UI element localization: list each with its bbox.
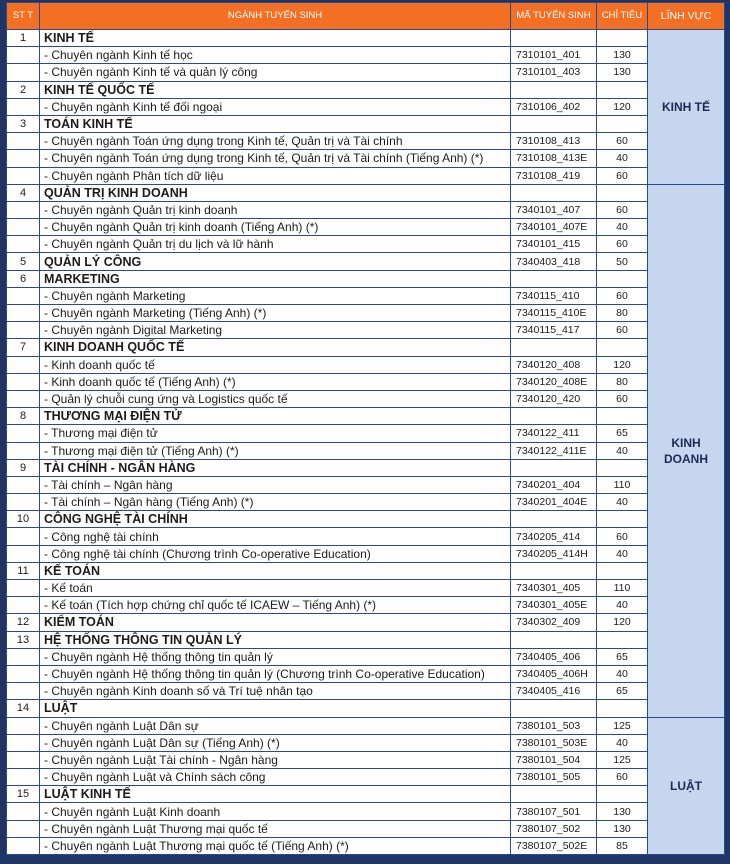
admission-code-cell: 7340405_406H <box>511 665 597 682</box>
stt-cell <box>7 64 40 81</box>
stt-cell <box>7 734 40 751</box>
program-name-cell: - Chuyên ngành Marketing <box>40 287 511 304</box>
major-row <box>7 30 725 47</box>
table-row <box>7 201 725 218</box>
quota-cell: 120 <box>597 614 648 631</box>
stt-cell: 2 <box>7 81 40 98</box>
stt-cell: 1 <box>7 30 40 47</box>
quota-cell: 60 <box>597 322 648 339</box>
quota-cell: 60 <box>597 167 648 184</box>
quota-cell: 40 <box>597 494 648 511</box>
stt-cell <box>7 442 40 459</box>
stt-cell <box>7 476 40 493</box>
table-row <box>7 837 725 854</box>
stt-cell <box>7 683 40 700</box>
quota-cell <box>597 81 648 98</box>
stt-cell <box>7 373 40 390</box>
admission-code-cell <box>511 184 597 201</box>
program-name-cell: - Chuyên ngành Toán ứng dụng trong Kinh tế, Quản trị và Tài chính <box>40 133 511 150</box>
quota-cell: 60 <box>597 287 648 304</box>
program-name-cell: TÀI CHÍNH - NGÂN HÀNG <box>40 459 511 476</box>
stt-cell <box>7 494 40 511</box>
table-row <box>7 476 725 493</box>
quota-cell: 120 <box>597 98 648 115</box>
program-name-cell: HỆ THỐNG THÔNG TIN QUẢN LÝ <box>40 631 511 648</box>
stt-cell: 14 <box>7 700 40 717</box>
admission-code-cell: 7340302_409 <box>511 614 597 631</box>
major-row <box>7 253 725 270</box>
table-row <box>7 442 725 459</box>
table-row <box>7 717 725 734</box>
program-name-cell: - Chuyên ngành Luật và Chính sách công <box>40 769 511 786</box>
quota-cell: 60 <box>597 236 648 253</box>
major-row <box>7 511 725 528</box>
admission-code-cell: 7380107_502 <box>511 820 597 837</box>
table-row <box>7 528 725 545</box>
admission-code-cell: 7310101_401 <box>511 47 597 64</box>
program-name-cell: - Chuyên ngành Kinh tế đối ngoại <box>40 98 511 115</box>
table-row <box>7 133 725 150</box>
program-name-cell: - Chuyên ngành Marketing (Tiếng Anh) (*) <box>40 305 511 322</box>
quota-cell: 80 <box>597 373 648 390</box>
quota-cell: 60 <box>597 390 648 407</box>
admission-code-cell: 7310101_403 <box>511 64 597 81</box>
quota-cell: 40 <box>597 545 648 562</box>
quota-cell: 40 <box>597 597 648 614</box>
program-name-cell: MARKETING <box>40 270 511 287</box>
table-row <box>7 98 725 115</box>
table-row <box>7 150 725 167</box>
table-row <box>7 665 725 682</box>
admission-code-cell: 7340115_410E <box>511 305 597 322</box>
admission-code-cell: 7380107_502E <box>511 837 597 854</box>
admission-code-cell: 7340122_411 <box>511 425 597 442</box>
admission-code-cell <box>511 511 597 528</box>
admission-code-cell: 7340101_415 <box>511 236 597 253</box>
table-row <box>7 64 725 81</box>
stt-cell <box>7 580 40 597</box>
table-body <box>7 30 725 855</box>
program-name-cell: - Chuyên ngành Luật Tài chính - Ngân hàng <box>40 751 511 768</box>
stt-cell <box>7 356 40 373</box>
major-row <box>7 459 725 476</box>
quota-cell: 65 <box>597 425 648 442</box>
major-row <box>7 786 725 803</box>
admission-code-cell <box>511 459 597 476</box>
program-name-cell: - Công nghệ tài chính (Chương trình Co-operative Education) <box>40 545 511 562</box>
program-name-cell: LUẬT <box>40 700 511 717</box>
stt-cell <box>7 150 40 167</box>
table-row <box>7 390 725 407</box>
admission-code-cell: 7380101_503 <box>511 717 597 734</box>
program-name-cell: - Chuyên ngành Luật Kinh doanh <box>40 803 511 820</box>
quota-cell: 60 <box>597 528 648 545</box>
quota-cell: 85 <box>597 837 648 854</box>
quota-cell: 65 <box>597 648 648 665</box>
table-row <box>7 219 725 236</box>
stt-cell <box>7 167 40 184</box>
program-name-cell: - Chuyên ngành Luật Thương mại quốc tế (Tiếng Anh) (*) <box>40 837 511 854</box>
program-name-cell: - Thương mại điện tử <box>40 425 511 442</box>
program-name-cell: - Chuyên ngành Kinh tế và quản lý công <box>40 64 511 81</box>
table-row <box>7 373 725 390</box>
program-name-cell: - Chuyên ngành Hệ thống thông tin quản lý (Chương trình Co-operative Education) <box>40 665 511 682</box>
field-cell: LUẬT <box>648 717 725 855</box>
program-name-cell: KINH DOANH QUỐC TẾ <box>40 339 511 356</box>
program-name-cell: - Chuyên ngành Digital Marketing <box>40 322 511 339</box>
program-name-cell: LUẬT KINH TẾ <box>40 786 511 803</box>
stt-cell <box>7 803 40 820</box>
program-name-cell: - Chuyên ngành Luật Dân sự (Tiếng Anh) (*) <box>40 734 511 751</box>
program-name-cell: - Chuyên ngành Quản trị du lịch và lữ hành <box>40 236 511 253</box>
program-name-cell: - Quản lý chuỗi cung ứng và Logistics quốc tế <box>40 390 511 407</box>
table-row <box>7 751 725 768</box>
quota-cell: 130 <box>597 64 648 81</box>
stt-cell <box>7 751 40 768</box>
table-row <box>7 47 725 64</box>
admission-code-cell: 7340405_416 <box>511 683 597 700</box>
major-row <box>7 339 725 356</box>
table-row <box>7 287 725 304</box>
field-cell: KINH DOANH <box>648 184 725 717</box>
admission-code-cell <box>511 115 597 132</box>
table-header-row <box>7 3 725 30</box>
quota-cell <box>597 511 648 528</box>
stt-cell: 5 <box>7 253 40 270</box>
quota-cell: 50 <box>597 253 648 270</box>
quota-cell: 65 <box>597 683 648 700</box>
stt-cell <box>7 287 40 304</box>
admission-code-cell <box>511 786 597 803</box>
admission-code-cell: 7340201_404 <box>511 476 597 493</box>
stt-cell <box>7 528 40 545</box>
admission-code-cell: 7340120_408E <box>511 373 597 390</box>
major-row <box>7 81 725 98</box>
program-name-cell: - Chuyên ngành Phân tích dữ liệu <box>40 167 511 184</box>
table-row <box>7 545 725 562</box>
major-row <box>7 408 725 425</box>
stt-cell: 9 <box>7 459 40 476</box>
quota-cell <box>597 562 648 579</box>
program-name-cell: - Chuyên ngành Kinh tế học <box>40 47 511 64</box>
major-row <box>7 184 725 201</box>
admission-code-cell: 7340101_407 <box>511 201 597 218</box>
stt-cell <box>7 648 40 665</box>
stt-cell <box>7 717 40 734</box>
admission-code-cell: 7380101_503E <box>511 734 597 751</box>
stt-cell: 3 <box>7 115 40 132</box>
admission-code-cell: 7340122_411E <box>511 442 597 459</box>
admission-code-cell <box>511 270 597 287</box>
admission-code-cell <box>511 339 597 356</box>
admission-code-cell: 7380101_504 <box>511 751 597 768</box>
program-name-cell: - Tài chính – Ngân hàng <box>40 476 511 493</box>
program-name-cell: - Kế toán <box>40 580 511 597</box>
admission-code-cell <box>511 631 597 648</box>
quota-cell: 130 <box>597 820 648 837</box>
program-name-cell: CÔNG NGHỆ TÀI CHÍNH <box>40 511 511 528</box>
admission-code-cell: 7340403_418 <box>511 253 597 270</box>
table-row <box>7 167 725 184</box>
stt-cell <box>7 820 40 837</box>
stt-cell: 4 <box>7 184 40 201</box>
program-name-cell: - Chuyên ngành Quản trị kinh doanh (Tiếng Anh) (*) <box>40 219 511 236</box>
table-row <box>7 322 725 339</box>
table-row <box>7 803 725 820</box>
header-code: MÃ TUYỂN SINH <box>511 3 597 30</box>
program-name-cell: - Kinh doanh quốc tế (Tiếng Anh) (*) <box>40 373 511 390</box>
program-name-cell: THƯƠNG MẠI ĐIỆN TỬ <box>40 408 511 425</box>
quota-cell: 60 <box>597 201 648 218</box>
program-name-cell: - Chuyên ngành Kinh doanh số và Trí tuệ nhân tạo <box>40 683 511 700</box>
program-name-cell: - Chuyên ngành Hệ thống thông tin quản lý <box>40 648 511 665</box>
table-row <box>7 356 725 373</box>
table-row <box>7 734 725 751</box>
quota-cell <box>597 700 648 717</box>
program-name-cell: QUẢN TRỊ KINH DOANH <box>40 184 511 201</box>
admission-code-cell: 7340205_414 <box>511 528 597 545</box>
stt-cell <box>7 837 40 854</box>
quota-cell <box>597 184 648 201</box>
table-row <box>7 236 725 253</box>
program-name-cell: - Chuyên ngành Quản trị kinh doanh <box>40 201 511 218</box>
quota-cell: 40 <box>597 734 648 751</box>
quota-cell: 60 <box>597 133 648 150</box>
header-program: NGÀNH TUYỂN SINH <box>40 3 511 30</box>
stt-cell: 13 <box>7 631 40 648</box>
table-row <box>7 305 725 322</box>
field-cell: KINH TẾ <box>648 30 725 185</box>
stt-cell <box>7 545 40 562</box>
stt-cell: 6 <box>7 270 40 287</box>
major-row <box>7 270 725 287</box>
quota-cell: 80 <box>597 305 648 322</box>
admission-code-cell: 7380107_501 <box>511 803 597 820</box>
stt-cell: 10 <box>7 511 40 528</box>
quota-cell: 40 <box>597 665 648 682</box>
stt-cell <box>7 47 40 64</box>
quota-cell: 130 <box>597 47 648 64</box>
admission-code-cell: 7310108_419 <box>511 167 597 184</box>
admission-code-cell: 7340101_407E <box>511 219 597 236</box>
program-name-cell: KINH TẾ <box>40 30 511 47</box>
stt-cell <box>7 219 40 236</box>
table-row <box>7 820 725 837</box>
quota-cell <box>597 30 648 47</box>
admission-code-cell <box>511 700 597 717</box>
quota-cell: 60 <box>597 769 648 786</box>
program-name-cell: KIỂM TOÁN <box>40 614 511 631</box>
stt-cell <box>7 425 40 442</box>
stt-cell <box>7 133 40 150</box>
major-row <box>7 631 725 648</box>
quota-cell: 130 <box>597 803 648 820</box>
admission-code-cell: 7340201_404E <box>511 494 597 511</box>
stt-cell <box>7 305 40 322</box>
quota-cell: 110 <box>597 476 648 493</box>
stt-cell: 11 <box>7 562 40 579</box>
quota-cell <box>597 115 648 132</box>
stt-cell: 12 <box>7 614 40 631</box>
quota-cell: 40 <box>597 219 648 236</box>
admission-code-cell: 7340115_410 <box>511 287 597 304</box>
stt-cell <box>7 665 40 682</box>
quota-cell <box>597 786 648 803</box>
header-field: LĨNH VỰC <box>648 3 725 30</box>
stt-cell <box>7 322 40 339</box>
admission-code-cell: 7310108_413 <box>511 133 597 150</box>
quota-cell: 40 <box>597 442 648 459</box>
admission-code-cell <box>511 81 597 98</box>
quota-cell: 125 <box>597 751 648 768</box>
program-name-cell: KẾ TOÁN <box>40 562 511 579</box>
admission-code-cell: 7340405_406 <box>511 648 597 665</box>
admission-code-cell: 7310108_413E <box>511 150 597 167</box>
quota-cell <box>597 270 648 287</box>
major-row <box>7 700 725 717</box>
program-name-cell: - Chuyên ngành Luật Dân sự <box>40 717 511 734</box>
table-row <box>7 580 725 597</box>
table-row <box>7 683 725 700</box>
program-name-cell: - Kinh doanh quốc tế <box>40 356 511 373</box>
stt-cell <box>7 236 40 253</box>
quota-cell: 125 <box>597 717 648 734</box>
admission-code-cell: 7310106_402 <box>511 98 597 115</box>
program-name-cell: TOÁN KINH TẾ <box>40 115 511 132</box>
quota-cell: 40 <box>597 150 648 167</box>
admission-code-cell: 7340301_405 <box>511 580 597 597</box>
stt-cell: 15 <box>7 786 40 803</box>
program-name-cell: - Kế toán (Tích hợp chứng chỉ quốc tế ICAEW – Tiếng Anh) (*) <box>40 597 511 614</box>
quota-cell: 110 <box>597 580 648 597</box>
quota-cell <box>597 408 648 425</box>
admission-code-cell: 7340120_420 <box>511 390 597 407</box>
quota-cell <box>597 339 648 356</box>
major-row <box>7 562 725 579</box>
program-name-cell: KINH TẾ QUỐC TẾ <box>40 81 511 98</box>
table-row <box>7 769 725 786</box>
quota-cell: 120 <box>597 356 648 373</box>
stt-cell: 8 <box>7 408 40 425</box>
program-name-cell: - Công nghệ tài chính <box>40 528 511 545</box>
header-stt: ST T <box>7 3 40 30</box>
program-name-cell: - Tài chính – Ngân hàng (Tiếng Anh) (*) <box>40 494 511 511</box>
program-name-cell: QUẢN LÝ CÔNG <box>40 253 511 270</box>
admission-code-cell <box>511 408 597 425</box>
program-name-cell: - Chuyên ngành Toán ứng dụng trong Kinh tế, Quản trị và Tài chính (Tiếng Anh) (*) <box>40 150 511 167</box>
program-name-cell: - Thương mại điện tử (Tiếng Anh) (*) <box>40 442 511 459</box>
stt-cell <box>7 597 40 614</box>
admission-code-cell: 7340120_408 <box>511 356 597 373</box>
program-name-cell: - Chuyên ngành Luật Thương mại quốc tế <box>40 820 511 837</box>
major-row <box>7 115 725 132</box>
admission-code-cell <box>511 30 597 47</box>
admission-code-cell: 7380101_505 <box>511 769 597 786</box>
header-quota: CHỈ TIÊU <box>597 3 648 30</box>
table-row <box>7 648 725 665</box>
major-row <box>7 614 725 631</box>
admission-code-cell: 7340301_405E <box>511 597 597 614</box>
stt-cell <box>7 769 40 786</box>
admission-code-cell: 7340115_417 <box>511 322 597 339</box>
admission-code-cell: 7340205_414H <box>511 545 597 562</box>
stt-cell <box>7 201 40 218</box>
stt-cell <box>7 390 40 407</box>
stt-cell <box>7 98 40 115</box>
quota-cell <box>597 459 648 476</box>
table-row <box>7 494 725 511</box>
admissions-table <box>6 2 725 855</box>
admission-code-cell <box>511 562 597 579</box>
table-row <box>7 597 725 614</box>
stt-cell: 7 <box>7 339 40 356</box>
table-row <box>7 425 725 442</box>
quota-cell <box>597 631 648 648</box>
